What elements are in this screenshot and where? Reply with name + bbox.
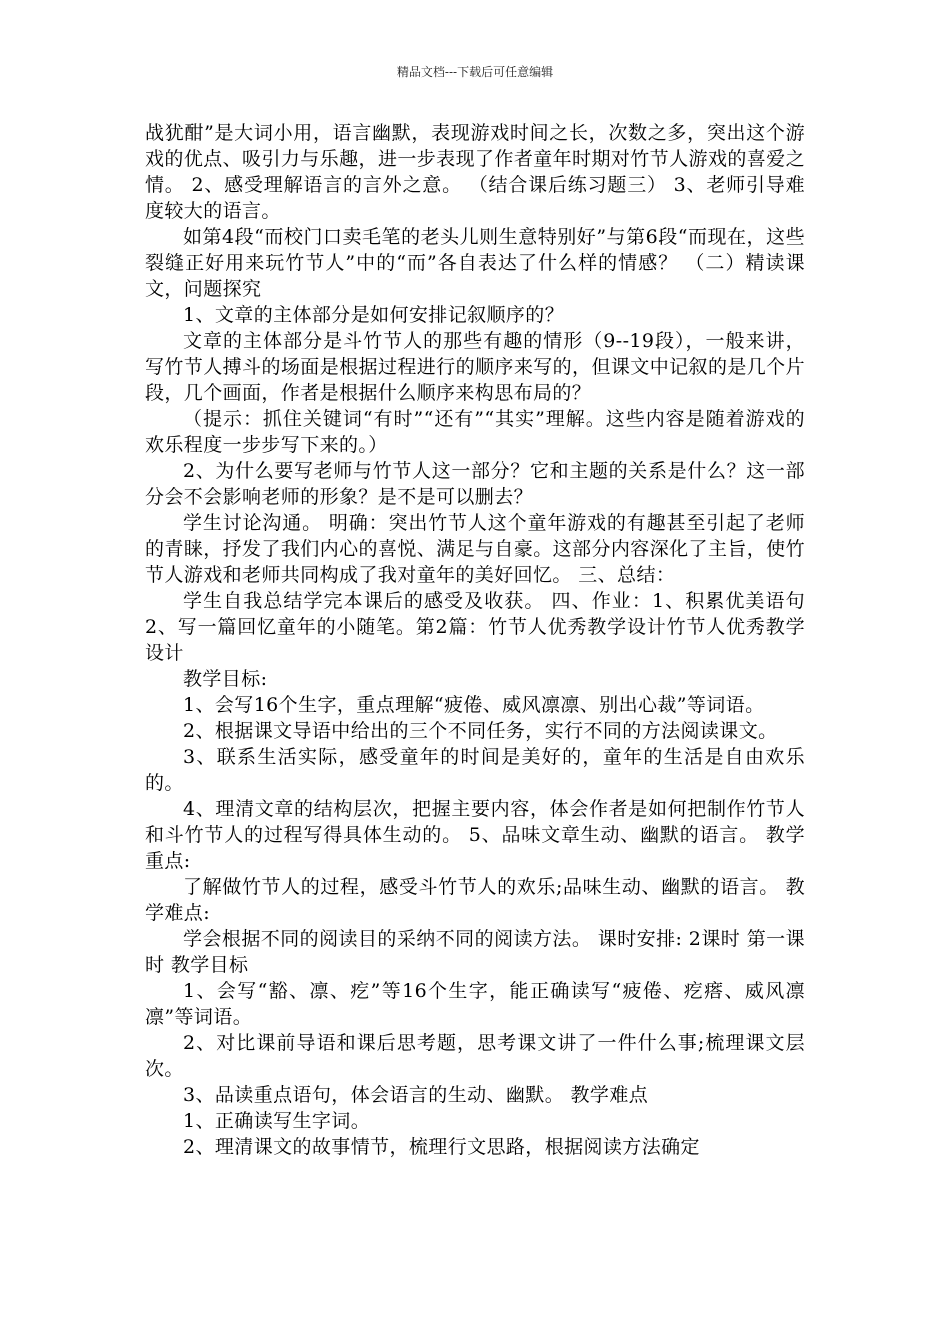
paragraph: 2、对比课前导语和课后思考题，思考课文讲了一件什么事;梳理课文层次。	[145, 1032, 805, 1080]
paragraph: 教学目标:	[183, 668, 268, 690]
paragraph: 了解做竹节人的过程，感受斗竹节人的欢乐;品味生动、幽默的语言。 教学难点:	[145, 876, 805, 924]
paragraph: 1、会写“豁、凛、疙”等16个生字，能正确读写“疲倦、疙瘩、威风凛凛”等词语。	[145, 980, 805, 1028]
paragraph: （提示：抓住关键词“有时”“还有”“其实”理解。这些内容是随着游戏的欢乐程度一步步写下来的。）	[145, 408, 805, 456]
paragraph: 3、联系生活实际，感受童年的时间是美好的，童年的生活是自由欢乐的。	[145, 746, 805, 794]
paragraph: 1、会写16个生字，重点理解“疲倦、威风凛凛、别出心裁”等词语。	[183, 694, 765, 716]
paragraph: 如第4段“而校门口卖毛笔的老头儿则生意特别好”与第6段“而现在，这些裂缝正好用来玩竹节人”中的“而”各自表达了什么样的情感？ （二）精读课文，问题探究	[145, 226, 805, 300]
paragraph: 学会根据不同的阅读目的采纳不同的阅读方法。 课时安排: 2课时 第一课时 教学目标	[145, 928, 805, 976]
paragraph: 1、正确读写生字词。	[183, 1110, 371, 1132]
document-body	[145, 120, 805, 1160]
paragraph: 学生讨论沟通。 明确：突出竹节人这个童年游戏的有趣甚至引起了老师的青睐，抒发了我们内心的喜悦、满足与自豪。这部分内容深化了主旨，使竹节人游戏和老师共同构成了我对童年的美好回忆。 三、总结：	[145, 512, 805, 586]
paragraph: 2、根据课文导语中给出的三个不同任务，实行不同的方法阅读课文。	[183, 720, 778, 742]
paragraph: 3、品读重点语句，体会语言的生动、幽默。 教学难点	[183, 1084, 649, 1106]
page-header: 精品文档---下载后可任意编辑	[396, 65, 554, 79]
paragraph: 2、为什么要写老师与竹节人这一部分？它和主题的关系是什么？这一部分会不会影响老师的形象？是不是可以删去？	[145, 460, 805, 508]
paragraph: 文章的主体部分是斗竹节人的那些有趣的情形（9--19段），一般来讲，写竹节人搏斗的场面是根据过程进行的顺序来写的，但课文中记叙的是几个片段，几个画面，作者是根据什么顺序来构思布局的？	[145, 330, 805, 404]
paragraph: 战犹酣”是大词小用，语言幽默，表现游戏时间之长，次数之多，突出这个游戏的优点、吸引力与乐趣，进一步表现了作者童年时期对竹节人游戏的喜爱之情。 2、感受理解语言的言外之意。 （结合课后练习题三） 3、老师引导难度较大的语言。	[145, 122, 805, 222]
paragraph: 学生自我总结学完本课后的感受及收获。 四、作业：1、积累优美语句 2、写一篇回忆童年的小随笔。第2篇：竹节人优秀教学设计竹节人优秀教学设计	[145, 590, 805, 664]
paragraph: 4、理清文章的结构层次，把握主要内容，体会作者是如何把制作竹节人和斗竹节人的过程写得具体生动的。 5、品味文章生动、幽默的语言。 教学重点:	[145, 798, 805, 872]
paragraph: 2、理清课文的故事情节，梳理行文思路，根据阅读方法确定	[183, 1136, 700, 1158]
paragraph: 1、文章的主体部分是如何安排记叙顺序的？	[183, 304, 565, 326]
